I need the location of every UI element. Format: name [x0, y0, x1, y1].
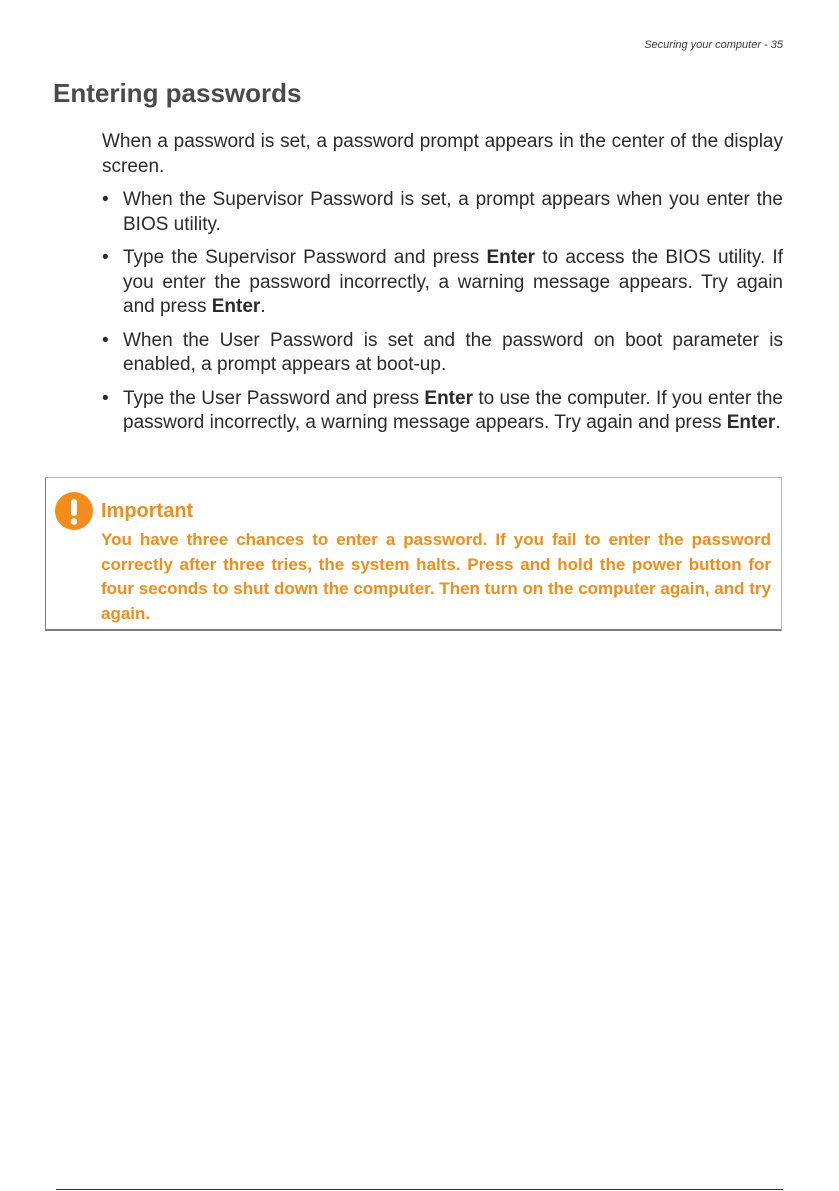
bullet-marker: • — [102, 329, 109, 351]
list-item-text: . — [775, 412, 781, 433]
list-item — [102, 246, 783, 320]
key-name: Enter — [424, 387, 473, 409]
important-callout — [45, 477, 782, 631]
list-item-text: Type the User Password and press — [123, 387, 425, 409]
list-item-text: to access the BIOS utility. If you enter the password incorrectly, a warning message appears. Try again and press — [123, 247, 783, 317]
list-item — [102, 387, 783, 436]
exclamation-icon-glyph — [55, 492, 93, 530]
exclamation-icon — [55, 492, 93, 530]
list-item-text: When the Supervisor Password is set, a prompt appears when you enter the BIOS utility. — [123, 189, 783, 235]
list-item — [102, 188, 783, 237]
list-item-text: to use the computer. If you enter the password incorrectly, a warning message appears. Try again and press — [123, 387, 784, 433]
section-title: Entering passwords — [53, 78, 302, 108]
bullet-list — [102, 188, 783, 436]
intro-paragraph: When a password is set, a password prompt appears in the center of the display screen. — [102, 131, 783, 177]
section-body — [102, 130, 783, 445]
key-name: Enter — [726, 412, 776, 433]
running-header: Securing your computer - 35 — [644, 39, 783, 51]
callout-text: You have three chances to enter a password. If you fail to enter the password correctly after three tries, the system halts. Press and hold the power button for four seconds to shut down the computer. Then turn on the computer again, and try again. — [101, 530, 771, 623]
key-name: Enter — [211, 296, 261, 317]
footer-divider — [56, 1189, 783, 1190]
list-item — [102, 329, 783, 378]
bullet-marker: • — [102, 189, 109, 210]
key-name: Enter — [486, 247, 536, 268]
list-item-text: When the User Password is set and the password on boot parameter is enabled, a prompt appears at boot-up. — [123, 329, 783, 375]
list-item-text: . — [260, 296, 266, 317]
list-item-text: Type the Supervisor Password and press — [123, 247, 487, 268]
bullet-marker: • — [102, 247, 109, 268]
callout-title: Important — [101, 500, 194, 522]
bullet-marker: • — [102, 387, 109, 409]
